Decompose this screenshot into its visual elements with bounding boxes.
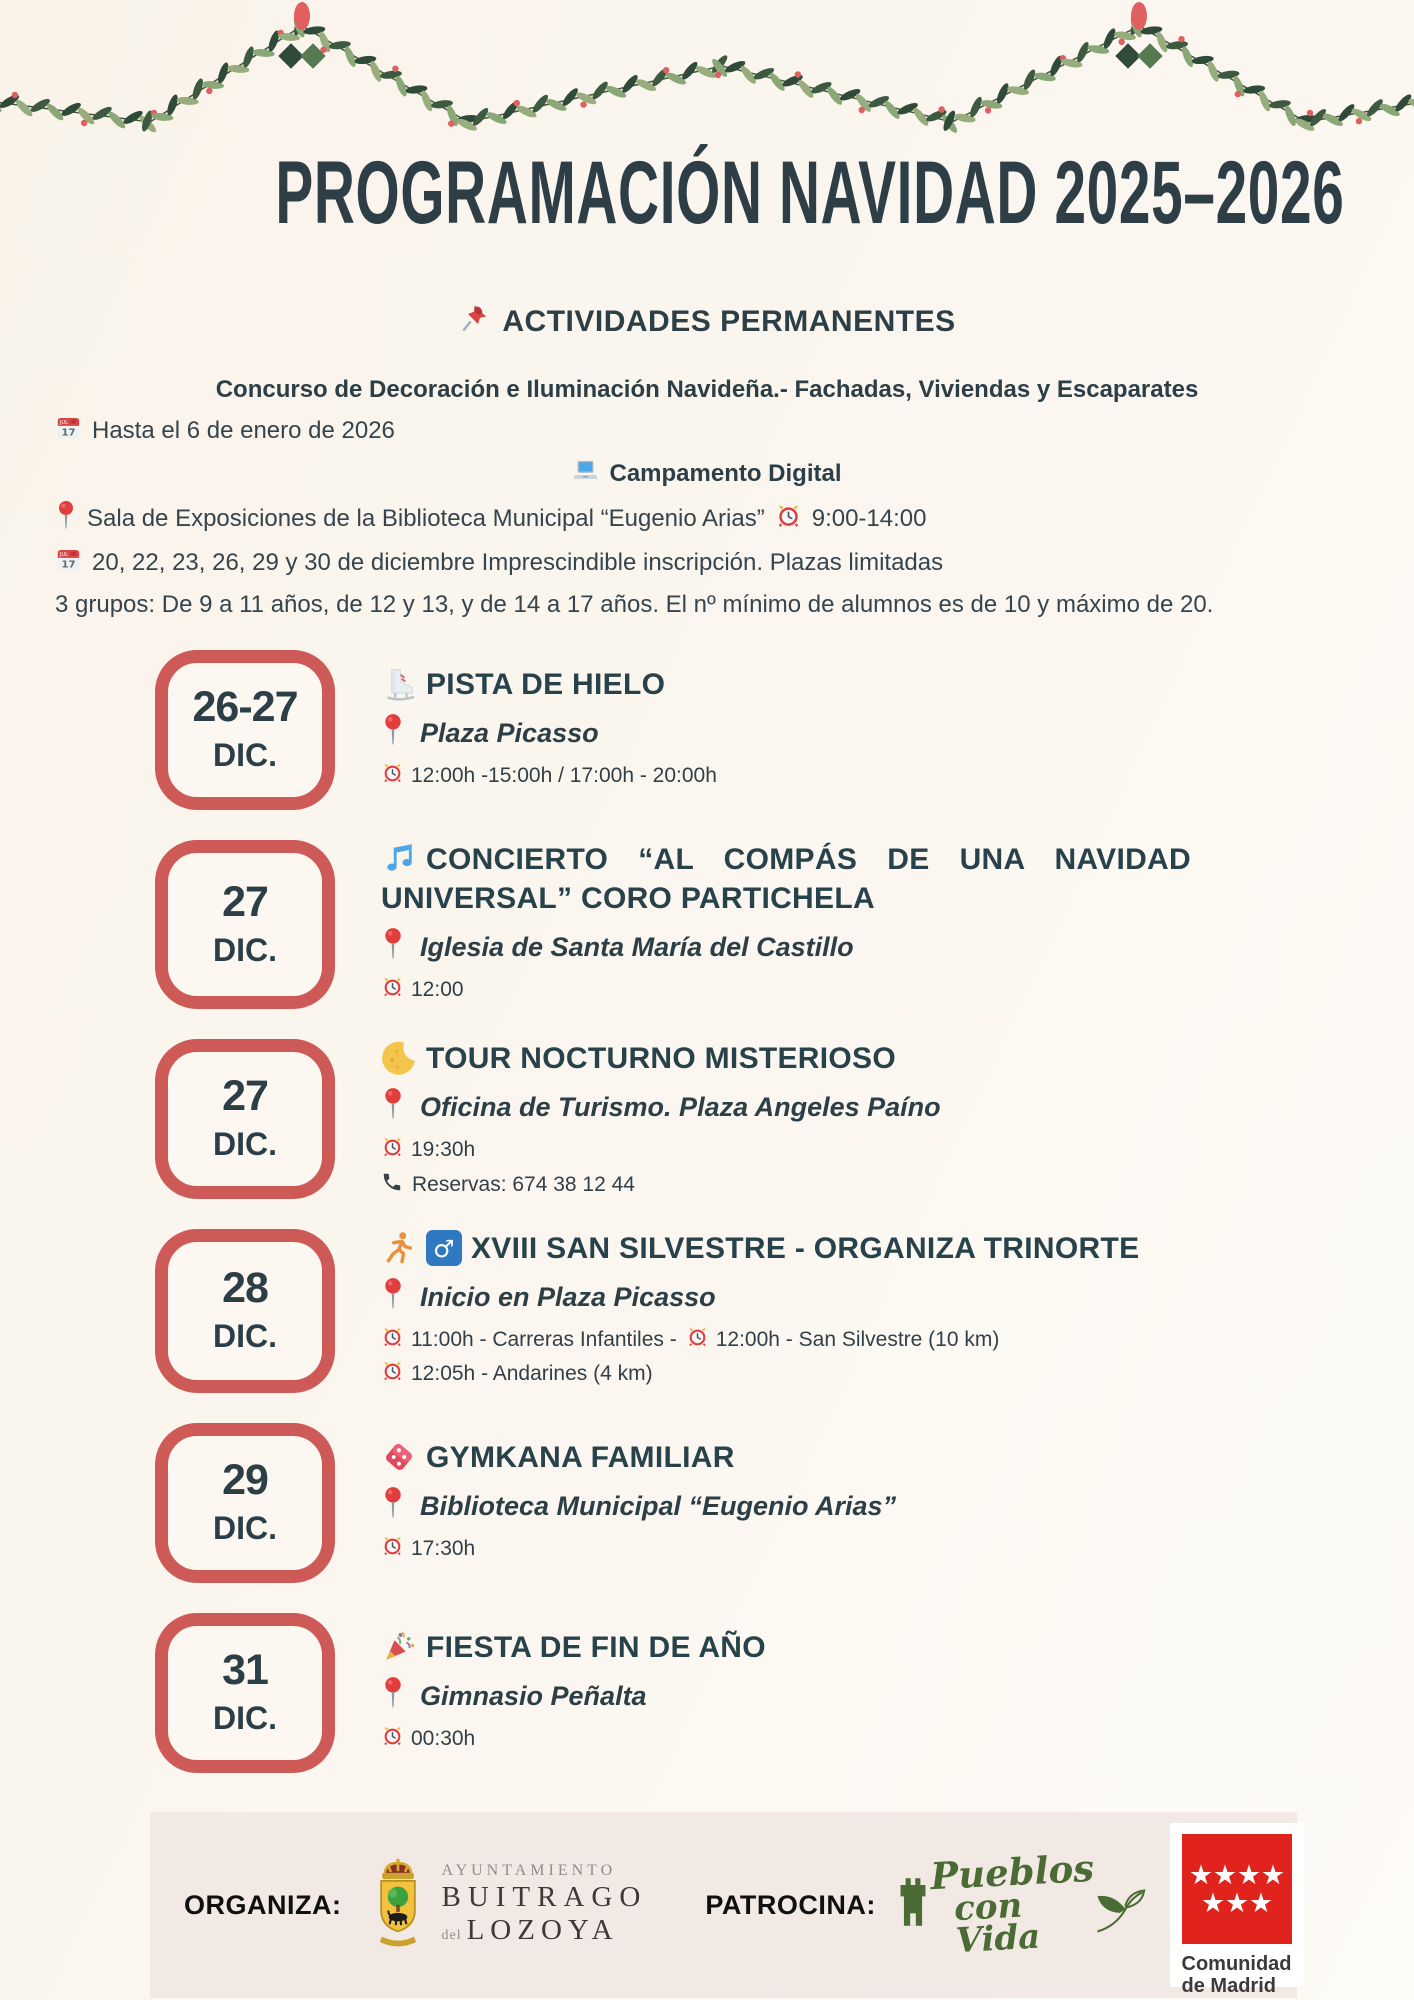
event-title-icons	[381, 1631, 426, 1664]
event-title	[381, 1628, 766, 1667]
event-location-text: Oficina de Turismo. Plaza Angeles Paíno	[420, 1091, 941, 1122]
event-location-text: Plaza Picasso	[420, 717, 599, 748]
pueblos-line2: con Vida	[952, 1885, 1042, 1962]
campamento-dates-text: 20, 22, 23, 26, 29 y 30 de diciembre Imprescindible inscripción. Plazas limitadas	[92, 549, 944, 576]
event-title-icons	[381, 843, 426, 876]
campamento-location-text: Sala de Exposiciones de la Biblioteca Municipal “Eugenio Arias”	[87, 504, 765, 532]
alarm-clock-icon	[381, 1135, 411, 1164]
comunidad-line2: de Madrid	[1181, 1975, 1276, 1998]
event-row	[155, 1039, 1374, 1199]
event-date: 27	[222, 1072, 268, 1120]
svg-text:★: ★	[1224, 1888, 1249, 1919]
svg-text:JUL: JUL	[59, 552, 69, 559]
event-times	[381, 1135, 941, 1169]
location-pin-icon	[381, 1087, 405, 1127]
event-date-badge	[155, 1613, 335, 1773]
event-time-line	[381, 761, 726, 790]
pueblos-con-vida-text	[929, 1845, 1098, 1962]
patrocina-label: PATROCINA:	[705, 1889, 876, 1920]
concurso-text: Concurso de Decoración e Iluminación Navideña.- Fachadas, Viviendas y Escaparates	[215, 375, 1199, 403]
event-date-badge	[155, 840, 335, 1009]
concurso-date-line	[55, 414, 1359, 448]
runner-icon	[381, 1229, 417, 1268]
ice-skate-icon	[381, 665, 417, 704]
svg-text:★: ★	[1248, 1888, 1273, 1919]
event-times	[381, 1724, 766, 1758]
event-title-text: GYMKANA FAMILIAR	[426, 1441, 735, 1474]
event-date: 27	[222, 877, 268, 926]
event-month: DIC.	[213, 1318, 277, 1354]
event-date: 31	[222, 1646, 268, 1694]
event-date-badge	[155, 1423, 335, 1583]
event-location	[381, 927, 1191, 967]
event-time-text: 12:05h - Andarines (4 km)	[411, 1361, 653, 1385]
location-pin-icon	[381, 1486, 405, 1526]
svg-text:★: ★	[1200, 1888, 1225, 1919]
event-time-text: 17:30h	[411, 1536, 476, 1560]
page-title-text: PROGRAMACIÓN NAVIDAD 2025–2026	[275, 143, 1345, 243]
event-date-badge	[155, 1039, 335, 1199]
svg-text:JUL: JUL	[59, 420, 69, 427]
male-sign-icon	[426, 1229, 462, 1268]
alarm-clock-icon	[381, 1724, 411, 1753]
event-date: 29	[222, 1456, 268, 1504]
event-phone	[381, 1171, 941, 1199]
pueblos-line1: Pueblos	[929, 1845, 1095, 1899]
event-times	[381, 761, 726, 795]
dice-icon	[381, 1438, 417, 1477]
alarm-clock-icon	[381, 975, 411, 1004]
event-details	[381, 840, 1191, 1009]
svg-text:★: ★	[1188, 1860, 1213, 1891]
event-location	[381, 713, 726, 753]
event-times	[381, 975, 1191, 1009]
event-row	[155, 650, 1374, 810]
svg-text:★: ★	[1260, 1860, 1285, 1891]
events-list	[155, 650, 1374, 1803]
event-title	[381, 665, 726, 704]
comunidad-line1: Comunidad	[1181, 1953, 1292, 1975]
event-details	[381, 1613, 766, 1773]
comunidad-madrid-logo	[1170, 1823, 1304, 1998]
event-details	[381, 1039, 941, 1199]
event-title-icons	[381, 1441, 426, 1474]
buitrago-lozoya-logo	[367, 1855, 647, 1956]
footer-band	[150, 1812, 1297, 1998]
event-title-icons	[381, 1042, 426, 1075]
event-details	[381, 1423, 896, 1583]
buitrago-line3	[441, 1914, 647, 1947]
svg-text:17: 17	[61, 427, 76, 439]
event-time-text: 00:30h	[411, 1726, 476, 1750]
organiza-label: ORGANIZA:	[184, 1889, 342, 1920]
svg-text:★: ★	[1236, 1860, 1261, 1891]
event-location	[381, 1087, 941, 1127]
comunidad-madrid-flag-icon	[1182, 1834, 1292, 1944]
campamento-time-text: 9:00-14:00	[811, 504, 927, 532]
alarm-clock-icon	[686, 1325, 716, 1354]
concurso-line	[55, 374, 1359, 405]
event-row	[155, 1613, 1374, 1773]
laptop-icon	[572, 457, 599, 491]
crescent-moon-icon	[381, 1039, 417, 1078]
svg-text:♂: ♂	[433, 1235, 455, 1263]
event-month: DIC.	[213, 1126, 277, 1162]
buitrago-line1: AYUNTAMIENTO	[441, 1862, 617, 1880]
calendar-icon	[55, 546, 82, 580]
event-time-line	[381, 1359, 1139, 1388]
event-time-text: 11:00h - Carreras Infantiles -	[411, 1327, 677, 1351]
buitrago-logo-text	[441, 1862, 647, 1947]
page-title	[0, 143, 1414, 243]
event-date-badge	[155, 1229, 335, 1393]
pushpin-icon	[458, 302, 490, 342]
alarm-clock-icon	[381, 761, 411, 790]
event-date: 28	[222, 1264, 268, 1312]
event-month: DIC.	[213, 1700, 277, 1736]
phone-icon	[381, 1171, 403, 1199]
pueblos-con-vida-logo	[896, 1845, 1146, 1962]
event-time-text: 12:00h -15:00h / 17:00h - 20:00h	[411, 763, 717, 787]
event-title	[381, 1438, 896, 1477]
alarm-clock-icon	[381, 1534, 411, 1563]
event-location	[381, 1676, 766, 1716]
event-time-line	[381, 1325, 1139, 1354]
christmas-garland-decoration	[0, 0, 1414, 152]
location-pin-icon	[55, 500, 77, 537]
event-time-line	[381, 1534, 896, 1563]
event-location	[381, 1486, 896, 1526]
event-title-text: XVIII SAN SILVESTRE - ORGANIZA TRINORTE	[471, 1232, 1140, 1265]
event-row	[155, 1229, 1374, 1393]
buitrago-line3-small: del	[441, 1928, 462, 1944]
permanent-activities-heading-text: ACTIVIDADES PERMANENTES	[502, 305, 956, 338]
event-time-text: 19:30h	[411, 1137, 476, 1161]
event-month: DIC.	[213, 931, 277, 968]
event-location-text: Inicio en Plaza Picasso	[420, 1281, 716, 1312]
music-notes-icon	[381, 840, 417, 879]
event-title	[381, 1229, 1139, 1268]
event-title-text: TOUR NOCTURNO MISTERIOSO	[426, 1042, 896, 1075]
location-pin-icon	[381, 713, 405, 753]
event-title-text: FIESTA DE FIN DE AÑO	[426, 1631, 766, 1664]
event-time-line	[381, 975, 1191, 1004]
event-location-text: Biblioteca Municipal “Eugenio Arias”	[420, 1490, 897, 1521]
event-title-text: CONCIERTO “AL COMPÁS DE UNA NAVIDAD UNIVERSAL” CORO PARTICHELA	[381, 843, 1191, 915]
location-pin-icon	[381, 1676, 405, 1716]
event-details	[381, 1229, 1139, 1393]
campamento-heading-text: Campamento Digital	[609, 460, 842, 487]
event-row	[155, 1423, 1374, 1583]
event-location-text: Iglesia de Santa María del Castillo	[420, 931, 854, 962]
event-month: DIC.	[213, 1510, 277, 1546]
party-popper-icon	[381, 1628, 417, 1667]
buitrago-line3-large: LOZOYA	[466, 1914, 619, 1947]
event-time-line	[381, 1724, 766, 1753]
event-title-text: PISTA DE HIELO	[426, 668, 666, 701]
alarm-clock-icon	[775, 502, 802, 536]
castle-tower-icon	[896, 1873, 930, 1936]
alarm-clock-icon	[381, 1359, 411, 1388]
location-pin-icon	[381, 1277, 405, 1317]
event-details	[381, 650, 726, 810]
event-phone-text: Reservas: 674 38 12 44	[412, 1173, 635, 1196]
alarm-clock-icon	[381, 1325, 411, 1354]
buitrago-coat-of-arms-icon	[367, 1855, 429, 1956]
buitrago-line2: BUITRAGO	[441, 1880, 648, 1913]
svg-text:★: ★	[1212, 1860, 1237, 1891]
concurso-date-text: Hasta el 6 de enero de 2026	[92, 417, 395, 444]
event-times	[381, 1534, 896, 1568]
campamento-groups-line	[55, 589, 1359, 620]
event-time-text: 12:00h - San Silvestre (10 km)	[715, 1327, 1000, 1351]
event-time-line	[381, 1135, 941, 1164]
campamento-heading-line	[55, 457, 1359, 491]
svg-text:17: 17	[61, 559, 76, 571]
event-location	[381, 1277, 1139, 1317]
comunidad-madrid-text	[1182, 1953, 1292, 1998]
event-title	[381, 1039, 941, 1078]
event-date-badge	[155, 650, 335, 810]
event-title-icons	[381, 668, 426, 701]
event-title-icons	[381, 1232, 471, 1265]
permanent-activities-heading	[0, 302, 1414, 342]
leaves-icon	[1096, 1868, 1146, 1941]
calendar-icon	[55, 414, 82, 448]
location-pin-icon	[381, 927, 405, 967]
event-time-text: 12:00	[411, 977, 464, 1001]
event-location-text: Gimnasio Peñalta	[420, 1680, 647, 1711]
campamento-location-line	[55, 500, 1359, 537]
event-row	[155, 840, 1374, 1009]
campamento-dates-line	[55, 546, 1359, 580]
event-month: DIC.	[213, 737, 277, 773]
event-date: 26-27	[192, 683, 298, 731]
permanent-activities-section	[55, 374, 1359, 629]
event-title	[381, 840, 1191, 918]
event-times	[381, 1325, 1139, 1393]
campamento-groups-text: 3 grupos: De 9 a 11 años, de 12 y 13, y de 14 a 17 años. El nº mínimo de alumnos es de 10 y máximo de 20.	[55, 590, 1214, 618]
